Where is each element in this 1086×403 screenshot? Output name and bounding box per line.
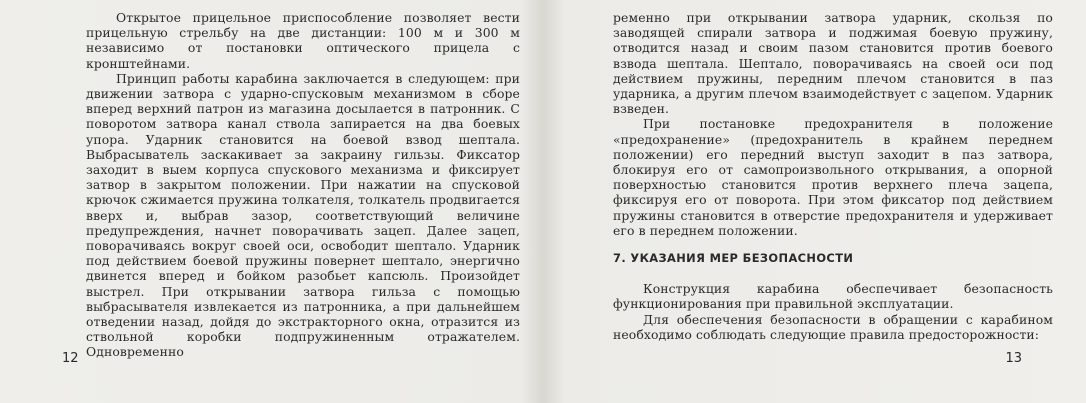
section-heading: 7. УКАЗАНИЯ МЕР БЕЗОПАСНОСТИ <box>613 251 854 266</box>
paragraph-sight: Открытое прицельное приспособление позволяет вести прицельную стрельбу на две дистанции: 100 м и 300 м независимо от постановки оптического прицела с кронштейнами. <box>86 10 520 71</box>
left-text-column <box>86 10 520 360</box>
right-page <box>543 0 1086 403</box>
paragraph-rules: Для обеспечения безопасности в обращении с карабином необходимо соблюдать следующие правила предосторожности: <box>613 311 1053 342</box>
paragraph-safety-catch: При постановке предохранителя в положение «предохранение» (предохранитель в крайнем переднем положении) его передний выступ заходит в паз затвора, блокируя его от самопроизвольного открывания, а опорной поверхностью становится против верхнего плеча зацепа, фиксируя его от поворота. При этом фиксатор под действием пружины становится в отверстие предохранителя и удерживает его в переднем положении. <box>613 116 1053 238</box>
paragraph-operation: Принцип работы карабина заключается в следующем: при движении затвора с ударно-спусковым механизмом в сборе вперед верхний патрон из магазина досылается в патронник. С поворотом затвора канал ствола запирается на два боевых упора. Ударник становится на боевой взвод шептала. Выбрасыватель заскакивает за закраину гильзы. Фиксатор заходит в выем корпуса спускового механизма и фиксирует затвор в закрытом положении. При нажатии на спусковой крючок сжимается пружина толкателя, толкатель продвигается вверх и, выбрав зазор, соответствующий величине предупреждения, начнет поворачивать зацеп. Далее зацеп, поворачиваясь вокруг своей оси, освободит шептало. Ударник под действием боевой пружины повернет шептало, энергично двинется вперед и бойком разобьет капсюль. Произойдет выстрел. При открывании затвора гильза с помощью выбрасывателя извлекается из патронника, а при дальнейшем отведении назад, дойдя до экстракторного окна, отразится из ствольной коробки подпружиненным отражателем. Одновременно <box>86 70 520 360</box>
page-number-left: 12 <box>62 351 79 366</box>
paragraph-continuation: ременно при открывании затвора ударник, скользя по заводящей спирали затвора и поджимая боевую пружину, отводится назад и своим пазом становится против боевого взвода шептала. Шептало, поворачиваясь на своей оси под действием пружины, передним плечом становится в паз ударника, а другим плечом взаимодействует с зацепом. Ударник взведен. <box>613 10 1053 117</box>
paragraph-design: Конструкция карабина обеспечивает безопасность функционирования при правильной эксплуатации. <box>613 281 1053 312</box>
right-text-column <box>613 10 1053 342</box>
page-number-right: 13 <box>1005 351 1022 366</box>
